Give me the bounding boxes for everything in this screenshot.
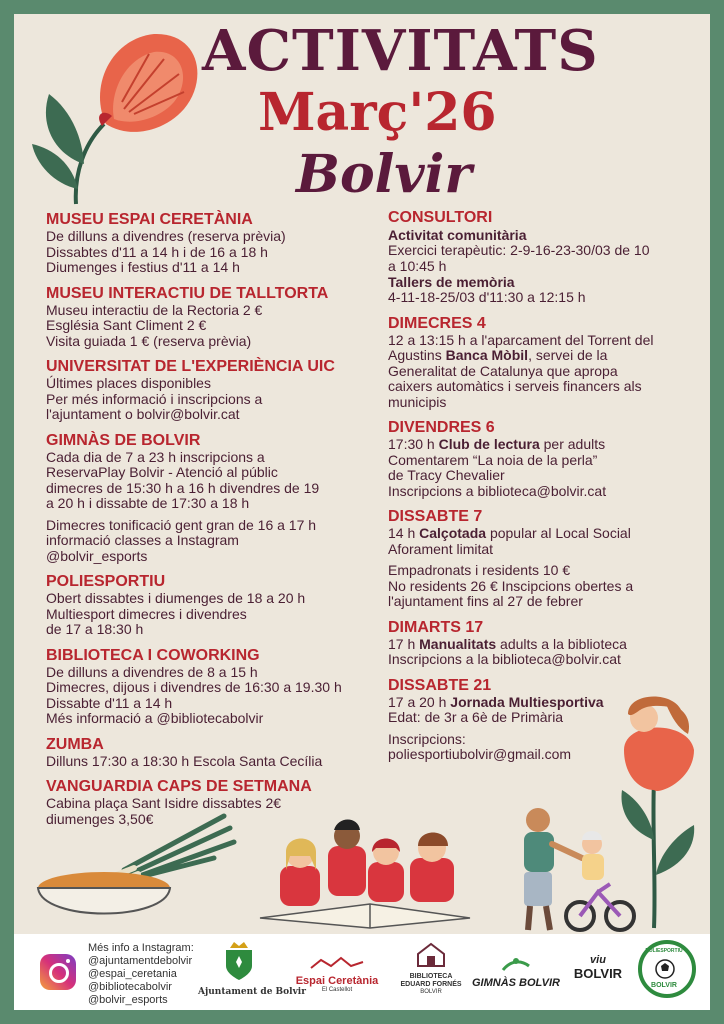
info-line: a 20 h i dissabte de 17:30 a 18 h bbox=[46, 495, 250, 511]
info-line: Cabina plaça Sant Isidre dissabtes 2€ bbox=[46, 795, 282, 811]
info-line: Exercici terapèutic: 2-9-16-23-30/03 de 10 bbox=[388, 242, 650, 258]
section-poliesportiu bbox=[46, 572, 386, 638]
section-title: VANGUARDIA CAPS DE SETMANA bbox=[46, 778, 312, 795]
logo-sublabel: El Castellot bbox=[321, 987, 353, 993]
section-museu-espai bbox=[46, 210, 386, 276]
section-museu-talltorta bbox=[46, 284, 386, 350]
info-line: de Tracy Chevalier bbox=[388, 467, 505, 483]
logo-label: EDUARD FORNÉS bbox=[400, 981, 462, 988]
section-title: DISSABTE 7 bbox=[388, 508, 483, 525]
info-line: Dissabtes d'11 a 14 h i de 16 a 18 h bbox=[46, 243, 268, 260]
section-dissabte-7 bbox=[388, 507, 704, 610]
sports-ball-icon bbox=[654, 958, 676, 980]
logo-label: viu bbox=[590, 954, 606, 966]
info-line: de 17 a 18:30 h bbox=[46, 621, 144, 637]
section-title: DISSABTE 21 bbox=[388, 676, 492, 694]
section-biblioteca bbox=[46, 646, 386, 727]
info-line: Cada dia de 7 a 23 h inscripcions a bbox=[46, 448, 265, 465]
section-title: MUSEU ESPAI CERETÀNIA bbox=[46, 211, 253, 228]
info-line: Dissabte d'11 a 14 h bbox=[46, 694, 173, 711]
info-line: l'ajuntament o bolvir@bolvir.cat bbox=[46, 406, 240, 422]
info-line: @bolvir_esports bbox=[46, 547, 148, 564]
logo-ajuntament bbox=[198, 942, 306, 997]
footer bbox=[14, 934, 710, 1010]
info-line: No residents 26 € Inscipcions obertes a bbox=[388, 577, 634, 594]
logo-label: GIMNÀS BOLVIR bbox=[471, 977, 560, 989]
info-line: 17 h Manualitats adults a la biblioteca bbox=[388, 635, 627, 652]
section-title: DIMECRES 4 bbox=[388, 314, 486, 332]
info-line: Dilluns 17:30 a 18:30 h Escola Santa Cecília bbox=[46, 752, 323, 769]
logo-label: Ajuntament de Bolvir bbox=[198, 987, 306, 997]
logo-espai-ceretania bbox=[294, 954, 380, 993]
info-line: Inscripcions: bbox=[388, 730, 466, 747]
info-line: Diumenges i festius d'11 a 14 h bbox=[46, 259, 240, 275]
section-title: POLIESPORTIU bbox=[46, 573, 166, 590]
title-activitats: ACTIVITATS bbox=[202, 18, 599, 84]
section-divendres-6 bbox=[388, 418, 704, 499]
bike-illustration bbox=[510, 800, 640, 934]
runner-icon bbox=[501, 958, 531, 972]
info-line: poliesportiubolvir@gmail.com bbox=[388, 746, 572, 762]
instagram-handle[interactable]: @bibliotecabolvir bbox=[88, 981, 172, 993]
poster bbox=[14, 14, 710, 1010]
info-line: Edat: de 3r a 6è de Primària bbox=[388, 709, 564, 725]
sub-title: Tallers de memòria bbox=[388, 274, 515, 290]
info-line: Inscripcions a biblioteca@bolvir.cat bbox=[388, 482, 607, 499]
calcots-illustration bbox=[34, 810, 244, 934]
info-line: De dilluns a divendres (reserva prèvia) bbox=[46, 228, 286, 244]
info-line: Més informació a @bibliotecabolvir bbox=[46, 710, 264, 726]
section-consultori bbox=[388, 208, 704, 306]
info-line: Generalitat de Catalunya que apropa bbox=[388, 362, 618, 379]
info-line: Visita guiada 1 € (reserva prèvia) bbox=[46, 332, 252, 349]
info-line: caixers automàtics i serveis financers als bbox=[388, 378, 642, 394]
info-line: informació classes a Instagram bbox=[46, 532, 239, 548]
info-line: 12 a 13:15 h a l'aparcament del Torrent del bbox=[388, 331, 654, 348]
section-title: DIVENDRES 6 bbox=[388, 419, 495, 436]
info-line: 17:30 h Club de lectura per adults bbox=[388, 436, 606, 452]
info-line: l'ajuntament fins al 27 de febrer bbox=[388, 593, 583, 609]
section-title: MUSEU INTERACTIU DE TALLTORTA bbox=[46, 284, 329, 302]
info-line: Comentarem “La noia de la perla” bbox=[388, 451, 598, 468]
section-title: UNIVERSITAT DE L'EXPERIÈNCIA UIC bbox=[46, 358, 335, 375]
info-line: Església Sant Climent 2 € bbox=[46, 317, 207, 333]
info-line: a 10:45 h bbox=[388, 257, 447, 274]
info-line: municipis bbox=[388, 393, 447, 410]
info-line: Aforament limitat bbox=[388, 540, 494, 557]
logo-poliesportiu bbox=[632, 940, 696, 1004]
info-line: Agustins Banca Mòbil, servei de la bbox=[388, 347, 608, 363]
left-column bbox=[46, 210, 386, 835]
info-line: ReservaPlay Bolvir - Atenció al públic bbox=[46, 464, 278, 480]
instagram-handle[interactable]: @bolvir_esports bbox=[88, 994, 168, 1006]
info-line: Últimes places disponibles bbox=[46, 375, 211, 391]
section-gimnas bbox=[46, 431, 386, 565]
info-line: Multiesport dimecres i divendres bbox=[46, 605, 247, 622]
logo-label: BIBLIOTECA bbox=[409, 973, 453, 980]
section-universitat bbox=[46, 357, 386, 423]
info-line: Dimecres, dijous i divendres de 16:30 a 19.30 h bbox=[46, 679, 342, 695]
logo-label: POLIESPORTIU bbox=[645, 948, 683, 954]
section-dimarts-17 bbox=[388, 618, 704, 668]
logo-label: BOLVIR bbox=[573, 966, 623, 981]
info-line: Inscripcions a la biblioteca@bolvir.cat bbox=[388, 651, 621, 667]
section-zumba bbox=[46, 735, 386, 770]
coat-of-arms-icon bbox=[222, 942, 256, 982]
logo-label: Espai Ceretània bbox=[295, 975, 379, 987]
info-line: De dilluns a divendres de 8 a 15 h bbox=[46, 663, 258, 680]
section-title: BIBLIOTECA I COWORKING bbox=[46, 646, 260, 664]
logo-biblioteca bbox=[396, 942, 466, 996]
children-reading-illustration bbox=[250, 808, 480, 934]
info-line: 14 h Calçotada popular al Local Social bbox=[388, 525, 631, 541]
title-town: Bolvir bbox=[296, 144, 472, 205]
info-line: dimecres de 15:30 h a 16 h divendres de 19 bbox=[46, 479, 320, 496]
logo-label: BOLVIR bbox=[420, 989, 442, 995]
info-line: diumenges 3,50€ bbox=[46, 810, 154, 827]
more-info-label: Més info a Instagram: bbox=[88, 942, 194, 954]
sub-title: Activitat comunitària bbox=[388, 227, 527, 243]
header bbox=[14, 14, 710, 214]
right-column bbox=[388, 208, 704, 771]
logo-gimnas bbox=[470, 958, 562, 989]
instagram-icon bbox=[40, 954, 76, 990]
info-line: 4-11-18-25/03 d'11:30 a 12:15 h bbox=[388, 289, 586, 305]
info-line: Museu interactiu de la Rectoria 2 € bbox=[46, 301, 263, 318]
section-dimecres-4 bbox=[388, 314, 704, 411]
section-title: CONSULTORI bbox=[388, 209, 493, 226]
church-icon bbox=[414, 942, 448, 968]
instagram-handle[interactable]: @espai_ceretania bbox=[88, 968, 177, 980]
title-month: Març'26 bbox=[258, 82, 497, 143]
info-line: Dimecres tonificació gent gran de 16 a 17 h bbox=[46, 516, 317, 533]
section-title: DIMARTS 17 bbox=[388, 618, 484, 636]
logo-label: BOLVIR bbox=[651, 982, 677, 989]
instagram-handle[interactable]: @ajuntamentdebolvir bbox=[88, 955, 193, 967]
section-title: GIMNÀS DE BOLVIR bbox=[46, 431, 201, 449]
instagram-handles bbox=[88, 942, 194, 1007]
logo-viu-bolvir bbox=[570, 954, 626, 981]
info-line: 17 a 20 h Jornada Multiesportiva bbox=[388, 693, 604, 710]
info-line: Empadronats i residents 10 € bbox=[388, 562, 571, 578]
section-title: ZUMBA bbox=[46, 735, 104, 753]
castle-icon bbox=[307, 954, 367, 970]
info-line: Per més informació i inscripcions a bbox=[46, 390, 263, 407]
info-line: Obert dissabtes i diumenges de 18 a 20 h bbox=[46, 590, 306, 606]
